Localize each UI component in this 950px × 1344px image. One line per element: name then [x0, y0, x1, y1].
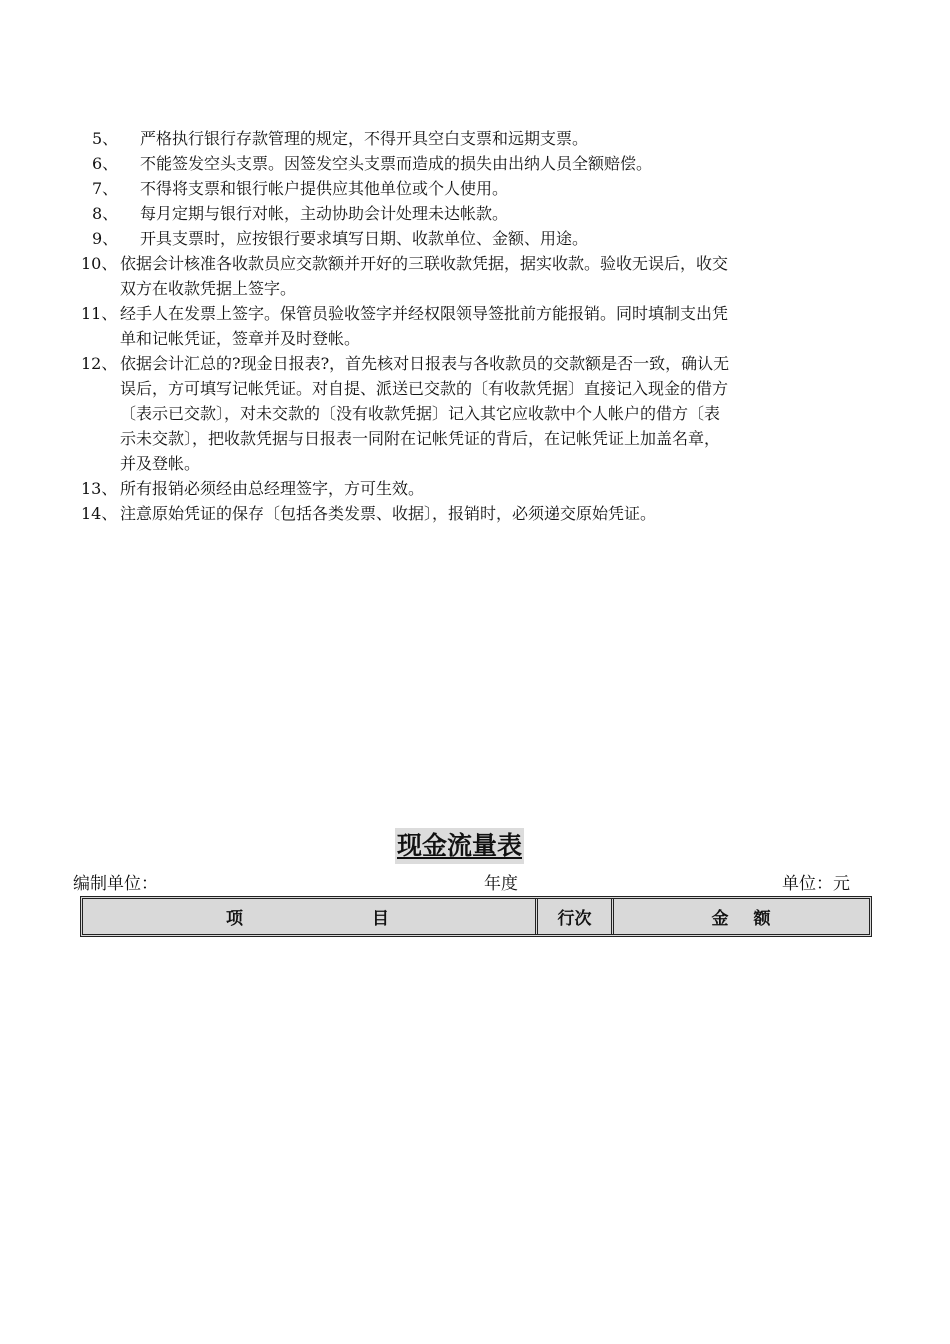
rule-text-line: 依据会计汇总的?现金日报表?，首先核对日报表与各收款员的交款额是否一致，确认无 [120, 354, 730, 373]
rule-number: 14、 [81, 504, 118, 523]
rule-item [0, 476, 950, 501]
rule-text-line: 严格执行银行存款管理的规定，不得开具空白支票和远期支票。 [140, 129, 589, 148]
rule-text-line: 注意原始凭证的保存〔包括各类发票、收据〕，报销时，必须递交原始凭证。 [120, 504, 657, 523]
rule-text-line: 不能签发空头支票。因签发空头支票而造成的损失由出纳人员全额赔偿。 [140, 154, 653, 173]
rule-number: 6、 [92, 154, 119, 173]
rule-item [0, 226, 950, 251]
rule-number: 9、 [92, 229, 119, 248]
page-title: 现金流量表 [395, 828, 524, 864]
rule-text-line: 并及登帐。 [120, 454, 201, 473]
rule-item [0, 301, 950, 351]
rule-number: 13、 [81, 479, 118, 498]
rule-item [0, 351, 950, 476]
rule-number: 12、 [81, 354, 118, 373]
rule-text-line: 不得将支票和银行帐户提供应其他单位或个人使用。 [140, 179, 509, 198]
rule-text-line: 双方在收款凭据上签字。 [120, 279, 297, 298]
amount-header-char-2: 额 [753, 909, 772, 929]
rule-item [0, 501, 950, 526]
rule-number: 10、 [81, 254, 118, 273]
rule-number: 7、 [92, 179, 119, 198]
rule-number: 11、 [81, 304, 118, 323]
rule-number: 8、 [92, 204, 119, 223]
year-label: 年度 [484, 874, 518, 894]
item-column-header [83, 899, 538, 934]
rules-list [0, 126, 950, 526]
rule-text-line: 所有报销必须经由总经理签字，方可生效。 [120, 479, 425, 498]
rule-number: 5、 [92, 129, 119, 148]
compiling-unit-label: 编制单位： [73, 874, 158, 894]
rule-item [0, 151, 950, 176]
amount-header-char-1: 金 [711, 909, 730, 929]
rule-item [0, 251, 950, 301]
currency-unit-label: 单位：元 [782, 874, 850, 894]
rule-item [0, 201, 950, 226]
amount-column-header [614, 899, 869, 934]
table-header [80, 896, 872, 937]
rule-text-line: 每月定期与银行对帐，主动协助会计处理未达帐款。 [140, 204, 509, 223]
rule-item [0, 126, 950, 151]
rule-text-line: 开具支票时，应按银行要求填写日期、收款单位、金额、用途。 [140, 229, 589, 248]
item-header-char-1: 项 [226, 909, 243, 929]
item-header-char-2: 目 [372, 909, 389, 929]
rule-text-line: 单和记帐凭证，签章并及时登帐。 [120, 329, 361, 348]
rule-text-line: 误后，方可填写记帐凭证。对自提、派送已交款的〔有收款凭据〕直接记入现金的借方 [120, 379, 729, 398]
rule-text-line: 经手人在发票上签字。保管员验收签字并经权限领导签批前方能报销。同时填制支出凭 [120, 304, 729, 323]
rule-text-line: 示未交款〕，把收款凭据与日报表一同附在记帐凭证的背后，在记帐凭证上加盖名章， [120, 429, 721, 448]
rule-item [0, 176, 950, 201]
rule-text-line: 依据会计核准各收款员应交款额并开好的三联收款凭据，据实收款。验收无误后，收交 [120, 254, 729, 273]
rule-text-line: 〔表示已交款〕，对未交款的〔没有收款凭据〕记入其它应收款中个人帐户的借方〔表 [120, 404, 721, 423]
row-number-column-header: 行次 [538, 899, 614, 934]
